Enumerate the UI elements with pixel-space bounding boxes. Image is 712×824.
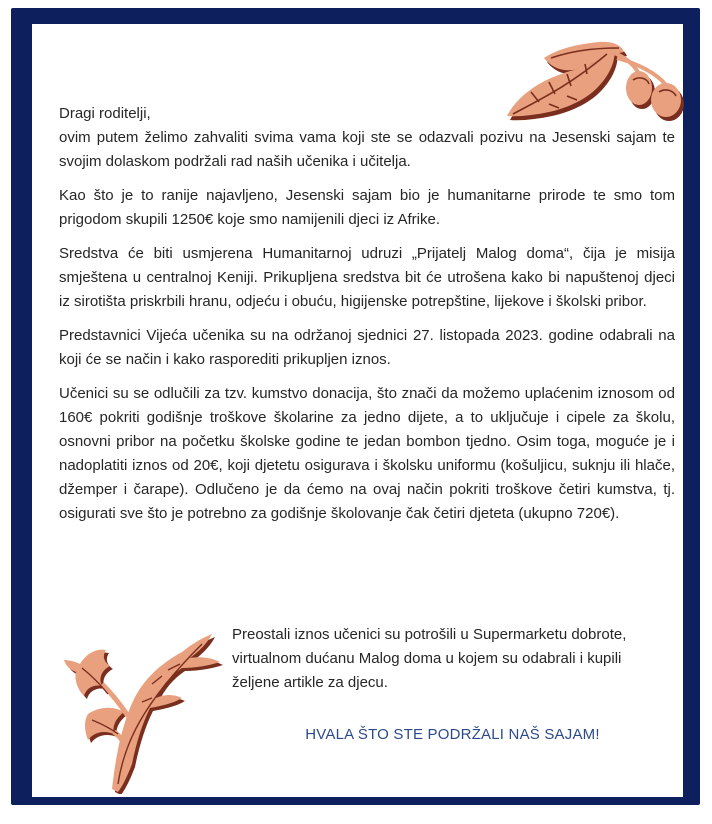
letter-body	[59, 102, 675, 536]
paragraph-funds: Sredstva će biti usmjerena Humanitarnoj udruzi „Prijatelj Malog doma“, čija je misija smještena u centralnoj Keniji. Prikupljena sredstva bit će utrošena kako bi napuštenoj djeci iz sirotišta priskrbili hranu, odjeću i obuću, higijenske potrepštine, lijekove i školski pribor.	[59, 245, 675, 310]
thanks-text: HVALA ŠTO STE PODRŽALI NAŠ SAJAM!	[305, 726, 600, 743]
paragraph-fair: Kao što je to ranije najavljeno, Jesenski sajam bio je humanitarne prirode te smo tom prigodom skupili 1250€ koje smo namijenili djeci iz Afrike.	[59, 187, 675, 228]
page-frame	[11, 8, 700, 805]
closing-paragraph: Preostali iznos učenici su potrošili u Supermarketu dobrote, virtualnom dućanu Malog doma u kojem su odabrali i kupili željene artikle za djecu.	[232, 626, 627, 691]
paragraph-sponsorship: Učenici su se odlučili za tzv. kumstvo donacija, što znači da možemo uplaćenim iznosom od 160€ pokriti godišnje troškove školarine za jedno dijete, a to uključuje i cipele za školu, osnovni pribor na početku školske godine te jedan bombon tjedno. Osim toga, moguće je i nadoplatiti iznos od 20€, koji djetetu osigurava i školsku uniformu (košuljicu, suknju ili hlače, džemper i čarape). Odlučeno je da ćemo na ovaj način pokriti troškove četiri kumstva, tj. osigurati sve što je potrebno za godišnje školovanje čak četiri djeteta (ukupno 720€).	[59, 385, 675, 522]
oak-branch-icon	[52, 624, 227, 794]
letter-paper	[32, 24, 683, 797]
paragraph-thanks: ovim putem želimo zahvaliti svima vama koji ste se odazvali pozivu na Jesenski sajam te svojim dolaskom podržali rad naših učenika i učitelja.	[59, 129, 675, 170]
greeting: Dragi roditelji,	[59, 105, 151, 122]
thanks-heading	[32, 726, 683, 743]
paragraph-council: Predstavnici Vijeća učenika su na održanoj sjednici 27. listopada 2023. godine odabrali na koji će se način i kako rasporediti prikupljen iznos.	[59, 327, 675, 368]
